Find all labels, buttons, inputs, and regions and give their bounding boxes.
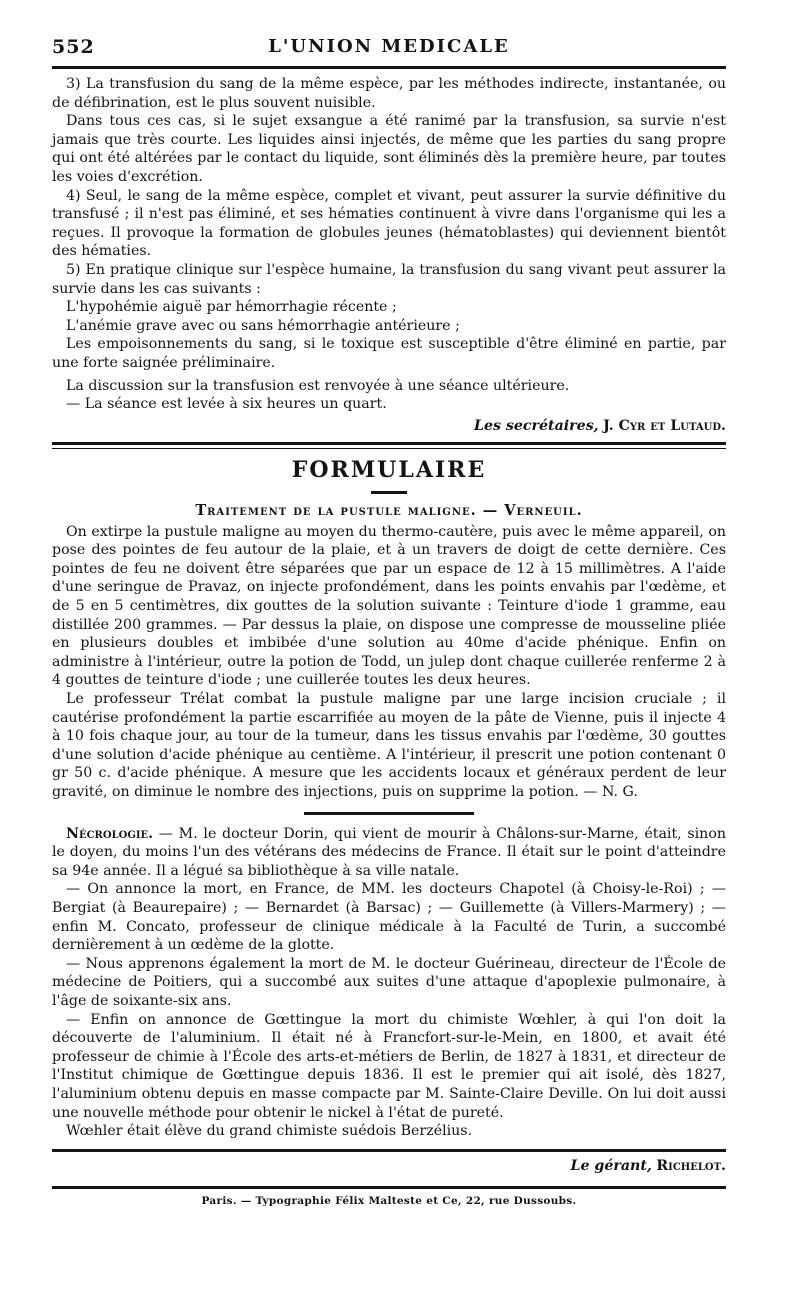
- necrologie-label: Nécrologie.: [66, 825, 154, 842]
- section-divider: [52, 442, 726, 449]
- title-rule: [371, 491, 407, 494]
- paragraph: — Nous apprenons également la mort de M. le docteur Guérineau, directeur de l'École de médecine de Poitiers, qui a succombé aux suites d'une attaque d'apoplexie pulmonaire, à l'âge de soixante-six ans.: [52, 955, 726, 1009]
- paragraph: — Enfin on annonce de Gœttingue la mort du chimiste Wœhler, à qui l'on doit la découverte de l'aluminium. Il était né à Francfort-sur-le-Mein, en 1800, et avait été professeur de chimie à l'École des arts-et-métiers de Berlin, de 1827 à 1831, et directeur de l'Institut chimique de Gœttingue depuis 1836. Il est le premier qui ait isolé, dès 1827, l'aluminium obtenu depuis en masse compacte par M. Sainte-Claire Deville. On lui doit aussi une nouvelle méthode pour obtenir le nickel à l'état de pureté.: [52, 1011, 726, 1121]
- gerant-name: Richelot.: [656, 1157, 726, 1174]
- page-header: [52, 30, 726, 60]
- paragraph: Wœhler était élève du grand chimiste suédois Berzélius.: [66, 1123, 473, 1140]
- necrologie-text: — M. le docteur Dorin, qui vient de mourir à Châlons-sur-Marne, était, sinon le doyen, du moins l'un des vétérans des médecins de France. Il était sur le point d'atteindre sa 94e année. Il a légué sa bibliothèque à sa ville natale.: [52, 825, 726, 879]
- journal-title: L'UNION MEDICALE: [268, 36, 510, 57]
- footer-top-rule: [52, 1149, 726, 1152]
- section-divider: [304, 812, 474, 815]
- necrologie-section: [52, 825, 726, 1141]
- section-title: FORMULAIRE: [291, 456, 487, 483]
- paragraph: Le professeur Trélat combat la pustule maligne par une large incision cruciale ; il cautérise profondément la partie escarrifiée au moyen de la pâte de Vienne, puis il injecte 4 à 10 fois chaque jour, au tour de la tumeur, dans les tissus envahis par l'œdème, 30 gouttes d'une solution d'acide phénique au centième. A l'intérieur, il prescrit une potion contenant 0 gr 50 c. d'acide phénique. A mesure que les accidents locaux et généraux perdent de leur gravité, on diminue le nombre des injections, puis on supprime la potion. — N. G.: [52, 691, 726, 800]
- paragraph: La discussion sur la transfusion est renvoyée à une séance ultérieure.: [66, 377, 570, 394]
- formulaire-section: [52, 457, 726, 802]
- page-number: 552: [52, 36, 95, 58]
- paragraph: 3) La transfusion du sang de la même espèce, par les méthodes indirecte, instantanée, ou de défibrination, est le plus souvent nuisible.: [52, 76, 726, 111]
- gerant-label: Le gérant,: [570, 1157, 652, 1174]
- signature-label: Les secrétaires,: [473, 417, 599, 434]
- page: [52, 30, 726, 1207]
- secretaries-signature: [52, 416, 726, 436]
- transfusion-conclusions: [52, 75, 726, 436]
- gerant-signature: [52, 1156, 726, 1176]
- paragraph: Dans tous ces cas, si le sujet exsangue a été ranimé par la transfusion, sa survie n'est jamais que très courte. Les liquides ainsi injectés, de même que les parties du sang propre qui ont été altérées par le contact du liquide, sont éliminés dès la première heure, par toutes les voies d'excrétion.: [52, 113, 726, 185]
- paragraph: [52, 825, 726, 881]
- clinical-case: L'hypohémie aiguë par hémorrhagie récente ;: [66, 299, 397, 316]
- article-title: Traitement de la pustule maligne. — Verneuil.: [195, 501, 583, 519]
- footer-rule: [52, 1186, 726, 1189]
- paragraph: 5) En pratique clinique sur l'espèce humaine, la transfusion du sang vivant peut assurer la survie dans les cas suivants :: [52, 261, 726, 297]
- clinical-case: Les empoisonnements du sang, si le toxique est susceptible d'être éliminé en partie, par une forte saignée préliminaire.: [52, 336, 726, 371]
- paragraph: — La séance est levée à six heures un quart.: [66, 396, 387, 413]
- printer-imprint: Paris. — Typographie Félix Malteste et Ce, 22, rue Dussoubs.: [201, 1194, 577, 1207]
- paragraph: 4) Seul, le sang de la même espèce, complet et vivant, peut assurer la survie définitive du transfusé ; il n'est pas éliminé, et ses hématies continuent à vivre dans l'organisme qui les a reçues. Il provoque la formation de globules jeunes (hématoblastes) qui deviennent bientôt des hématies.: [52, 187, 726, 260]
- paragraph: — On annonce la mort, en France, de MM. les docteurs Chapotel (à Choisy-le-Roi) ; — Bergiat (à Beaurepaire) ; — Bernardet (à Barsac) ; — Guillemette (à Villers-Marmery) ; — enfin M. Concato, professeur de clinique médicale à la Faculté de Turin, a succombé dernièrement à un œdème de la glotte.: [52, 881, 726, 954]
- paragraph: On extirpe la pustule maligne au moyen du thermo-cautère, puis avec le même appareil, on pose des pointes de feu autour de la plaie, et à un travers de doigt de cette dernière. Ces pointes de feu ne doivent être séparées que par un espace de 12 à 15 millimètres. A l'aide d'une seringue de Pravaz, on injecte profondément, dans les points envahis par l'œdème, et de 5 en 5 centimètres, dix gouttes de la solution suivante : Teinture d'iode 1 gramme, eau distillée 200 grammes. — Par dessus la plaie, on dispose une compresse de mousseline pliée en plusieurs doubles et imbibée d'une solution au 40me d'acide phénique. Enfin on administre à l'intérieur, outre la potion de Todd, un julep dont chaque cuillerée renferme 2 à 4 gouttes de teinture d'iode ; une cuillerée toutes les deux heures.: [52, 523, 726, 689]
- signature-names: J. Cyr et Lutaud.: [603, 417, 726, 434]
- clinical-case: L'anémie grave avec ou sans hémorrhagie antérieure ;: [66, 317, 460, 334]
